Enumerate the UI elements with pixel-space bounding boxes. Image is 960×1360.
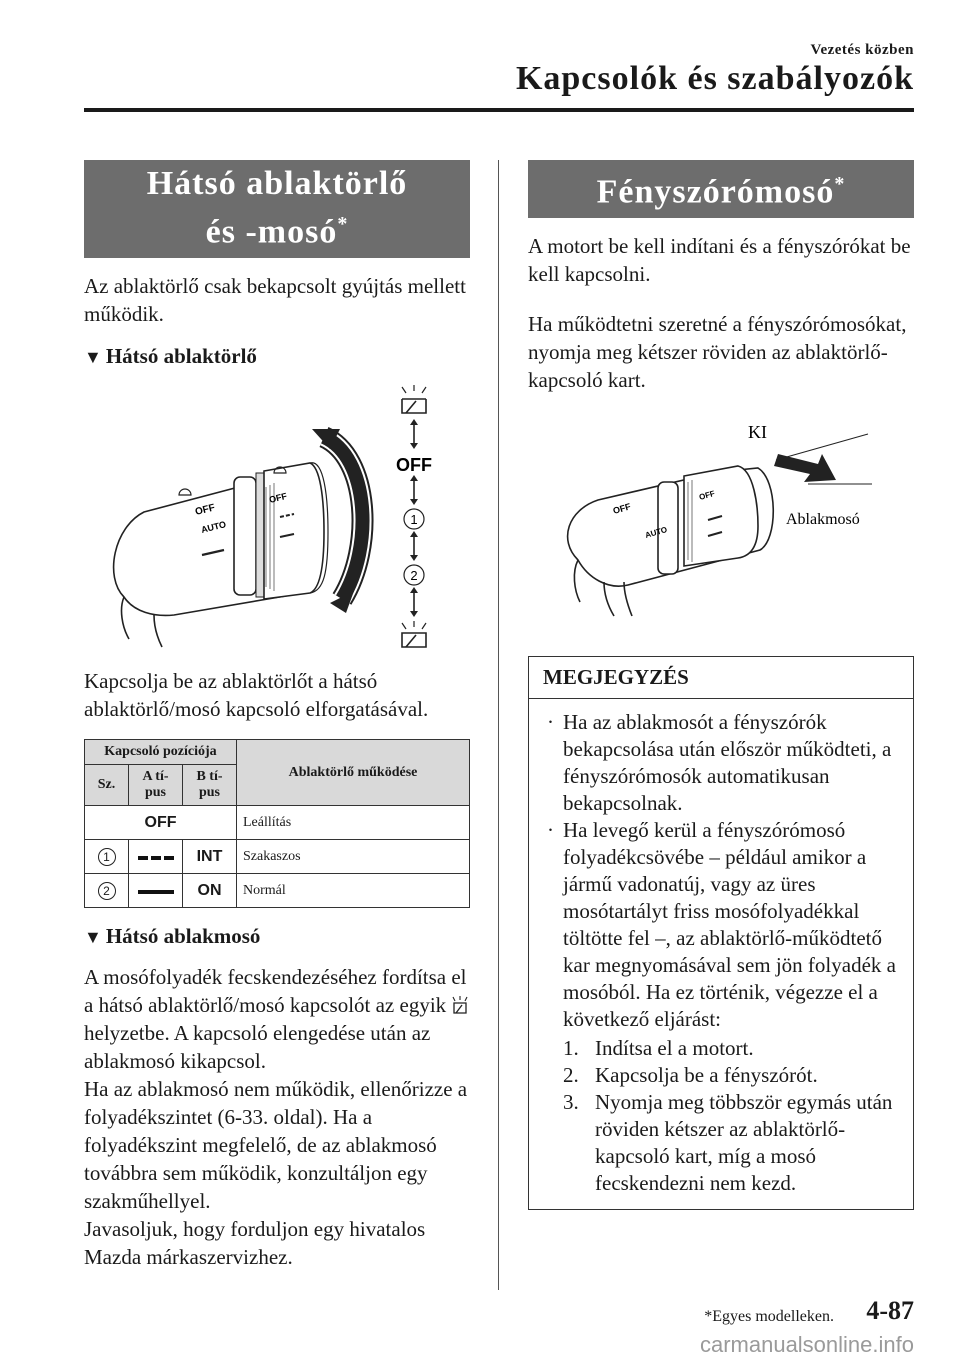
washer-symbol-icon [451, 995, 469, 1015]
washer-paragraph-3: Javasoljuk, hogy forduljon egy hivatalos Mazda márkaszervizhez. [84, 1217, 426, 1270]
position-two-label: 2 [410, 568, 418, 584]
watermark: carmanualsonline.info [699, 1332, 914, 1357]
cell-off: OFF [85, 806, 237, 840]
headlight-washer-figure [528, 420, 914, 630]
intro-text: Az ablaktörlő csak bekapcsolt gyújtás mellett működik. [84, 274, 466, 327]
cell-op: Leállítás [237, 806, 470, 840]
headlight-washer-heading: Fényszórómosó* [528, 160, 914, 218]
table-row [85, 874, 470, 908]
intermittent-dash-icon [138, 856, 174, 860]
heading-line-2: és -mosó [205, 213, 338, 251]
lever-auto-label: AUTO [644, 525, 669, 541]
position-two-badge: 2 [98, 882, 116, 900]
washer-paragraph-2: Ha az ablakmosó nem működik, ellenőrizze a folyadékszintet (6-33. oldal). Ha a folyadékszint megfelelő, de az ablakmosó továbbra sem működik, konzultáljon egy szakműhellyel. [84, 1077, 468, 1214]
table-row [85, 806, 470, 840]
table-row [85, 840, 470, 874]
list-item: 3. Nyomja meg többször egymás után röviden kétszer az ablaktörlő-kapcsoló kart, míg a mosó fecskendezni nem kezd. [563, 1090, 893, 1196]
headlight-intro: A motort be kell indítani és a fényszórókat be kell kapcsolni. [528, 234, 911, 287]
rear-wiper-lever-figure [84, 377, 470, 657]
cell-int: INT [183, 840, 237, 874]
section-title: Kapcsolók és szabályozók [515, 60, 914, 97]
switch-position-table [84, 739, 470, 908]
washer-label: Ablakmosó [786, 511, 860, 529]
position-one-badge: 1 [98, 848, 116, 866]
normal-line-icon [138, 890, 174, 894]
table-col-sz: Sz. [85, 765, 129, 806]
lever-off2-label: OFF [268, 491, 288, 506]
section-subtitle: Vezetés közben [810, 42, 914, 58]
left-column [84, 160, 470, 1271]
position-off-label: OFF [396, 455, 432, 476]
note-box [528, 656, 914, 1210]
list-item: 1. Indítsa el a motort. [563, 1036, 754, 1061]
triangle-bullet-icon: ▼ [84, 927, 102, 948]
subheading-rear-washer: ▼ Hátsó ablakmosó [84, 924, 261, 949]
washer-paragraph-1: A mosófolyadék fecskendezéséhez fordítsa el a hátsó ablaktörlő/mosó kapcsolót az egyik helyzetbe. A kapcsoló elengedése után az ablakmosó kikapcsol. [84, 963, 470, 1075]
ki-label: KI [748, 422, 767, 443]
rear-wiper-heading [84, 160, 470, 258]
note-bullet-2: · Ha levegő kerül a fényszórómosó folyadékcsövébe – például amikor a jármű vadonatúj, vagy az üres mosótartályt friss mosófolyadékkal töltötte fel –, az ablaktörlő-működtető kar megnyomásával sem jön folyadék a mosóból. Ha ez történik, végezze el a következő eljárást: [547, 818, 896, 1032]
cell-op: Szakaszos [237, 840, 470, 874]
table-col-b: B tí-pus [183, 765, 237, 806]
table-header-position: Kapcsoló pozíciója [85, 740, 237, 765]
footnote: *Egyes modelleken. [704, 1308, 834, 1325]
note-title: MEGJEGYZÉS [529, 657, 913, 699]
table-col-a: A tí-pus [129, 765, 183, 806]
list-item: 2. Kapcsolja be a fényszórót. [563, 1063, 818, 1088]
lever-auto-label: AUTO [200, 519, 228, 536]
subheading-rear-wiper: ▼ Hátsó ablaktörlő [84, 344, 257, 369]
lever-off-label: OFF [194, 502, 217, 519]
table-header-operation: Ablaktörlő működése [237, 740, 470, 806]
lever-off2-label: OFF [698, 489, 716, 503]
washer-position-bottom-icon [402, 621, 426, 647]
heading-line-1: Hátsó ablaktörlő [146, 165, 408, 202]
rotate-instruction: Kapcsolja be az ablaktörlőt a hátsó ablaktörlő/mosó kapcsoló elforgatásával. [84, 669, 429, 722]
page-number: 4-87 [866, 1296, 914, 1325]
optional-star: * [337, 213, 349, 235]
procedure-steps [563, 1035, 899, 1197]
triangle-bullet-icon: ▼ [84, 347, 102, 368]
column-divider [498, 160, 499, 1290]
right-column [528, 160, 914, 1210]
cell-op: Normál [237, 874, 470, 908]
position-one-label: 1 [410, 512, 418, 528]
lever-off-label: OFF [611, 501, 632, 517]
header-rule [84, 108, 914, 112]
headlight-instruction: Ha működtetni szeretné a fényszórómosókat, nyomja meg kétszer röviden az ablaktörlő-kapcsoló kart. [528, 312, 907, 393]
washer-position-top-icon [402, 385, 426, 413]
cell-on: ON [183, 874, 237, 908]
optional-star: * [834, 173, 846, 195]
note-bullet-1: · Ha az ablakmosót a fényszórók bekapcsolása után először működteti, a fényszórómosók automatikusan bekapcsolnak. [547, 710, 892, 816]
